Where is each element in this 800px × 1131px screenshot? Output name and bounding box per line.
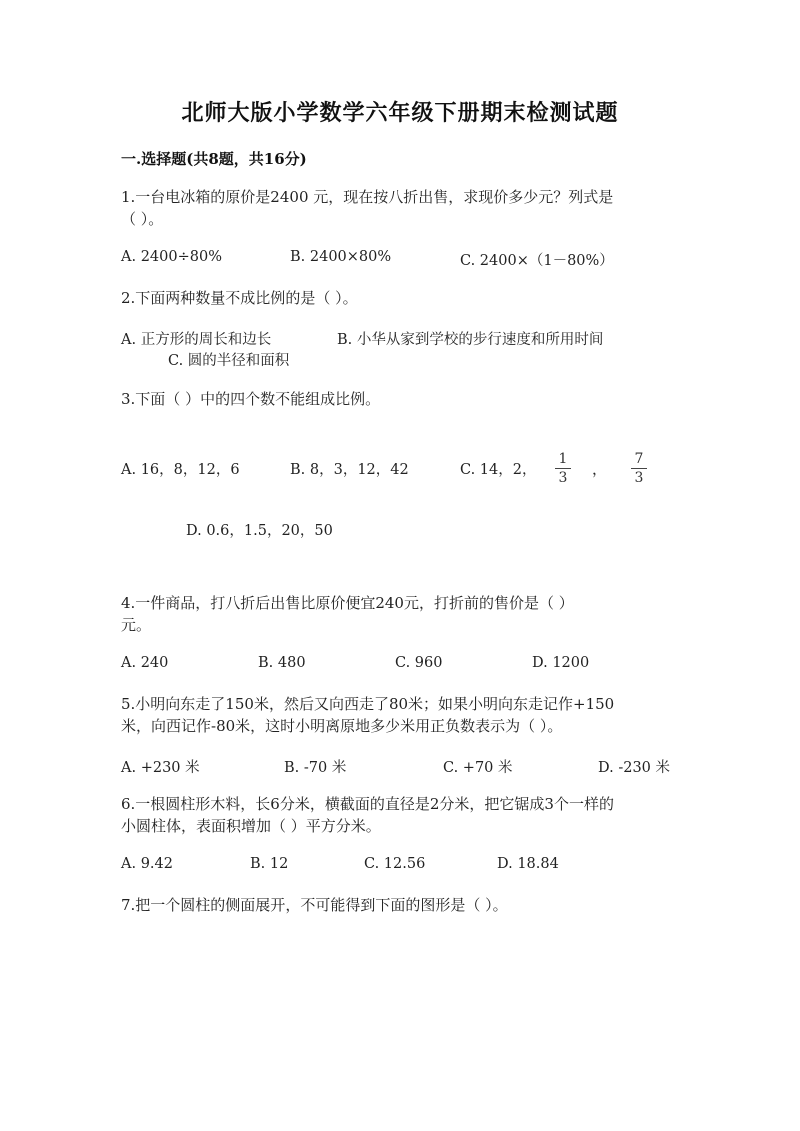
- q3-option-d: D. 0.6，1.5，20，50: [186, 523, 333, 539]
- q5-option-c: C. +70 米: [443, 760, 513, 776]
- q1-option-a: A. 2400÷80%: [121, 249, 222, 265]
- q3-text: 3.下面（ ）中的四个数不能组成比例。: [121, 390, 381, 408]
- q3-option-a: A. 16，8，12，6: [121, 462, 240, 478]
- q2-option-b: B. 小华从家到学校的步行速度和所用时间: [337, 332, 604, 348]
- q6-option-d: D. 18.84: [497, 856, 559, 872]
- q4-option-d: D. 1200: [532, 655, 590, 671]
- q1-text-line1: 1.一台电冰箱的原价是2400 元，现在按八折出售，求现价多少元？列式是: [121, 188, 614, 206]
- q1-text-line2: （ ）。: [121, 210, 164, 228]
- fraction-denominator: 3: [558, 470, 568, 486]
- q6-option-c: C. 12.56: [364, 856, 426, 872]
- fraction-bar: [631, 468, 647, 469]
- q3-option-b: B. 8，3，12，42: [290, 462, 409, 478]
- q2-option-c: C. 圆的半径和面积: [168, 353, 290, 369]
- q6-option-a: A. 9.42: [121, 856, 173, 872]
- q3-option-c: C. 14，2，: [460, 462, 537, 478]
- q4-text-line2: 元。: [121, 616, 152, 634]
- fraction-numerator: 7: [634, 451, 644, 467]
- q3-fraction-seven-thirds: [629, 451, 649, 486]
- q2-option-a: A. 正方形的周长和边长: [121, 332, 272, 348]
- q5-option-b: B. -70 米: [284, 760, 347, 776]
- q5-text-line1: 5.小明向东走了150米，然后又向西走了80米；如果小明向东走记作+150: [121, 695, 615, 713]
- q5-text-line2: 米，向西记作-80米，这时小明离原地多少米用正负数表示为（ ）。: [121, 717, 563, 735]
- page-title: 北师大版小学数学六年级下册期末检测试题: [181, 100, 619, 126]
- q2-text: 2.下面两种数量不成比例的是（ ）。: [121, 289, 358, 307]
- q7-text: 7.把一个圆柱的侧面展开，不可能得到下面的图形是（ ）。: [121, 896, 508, 914]
- q6-text-line1: 6.一根圆柱形木料，长6分米，横截面的直径是2分米，把它锯成3个一样的: [121, 795, 614, 813]
- section-heading: 一.选择题(共8题，共16分): [121, 150, 307, 168]
- q4-text-line1: 4.一件商品，打八折后出售比原价便宜240元，打折前的售价是（ ）: [121, 594, 574, 612]
- q6-option-b: B. 12: [250, 856, 289, 872]
- q6-text-line2: 小圆柱体，表面积增加（ ）平方分米。: [121, 817, 381, 835]
- q4-option-b: B. 480: [258, 655, 306, 671]
- q4-option-c: C. 960: [395, 655, 443, 671]
- q3-fraction-one-third: [553, 451, 573, 486]
- q1-option-c: C. 2400×（1－80%）: [460, 253, 614, 269]
- q5-option-a: A. +230 米: [121, 760, 200, 776]
- q4-option-a: A. 240: [121, 655, 169, 671]
- fraction-denominator: 3: [634, 470, 644, 486]
- q5-option-d: D. -230 米: [598, 760, 671, 776]
- q3-fraction-separator: ，: [592, 460, 608, 478]
- fraction-numerator: 1: [558, 451, 568, 467]
- fraction-bar: [555, 468, 571, 469]
- q1-option-b: B. 2400×80%: [290, 249, 392, 265]
